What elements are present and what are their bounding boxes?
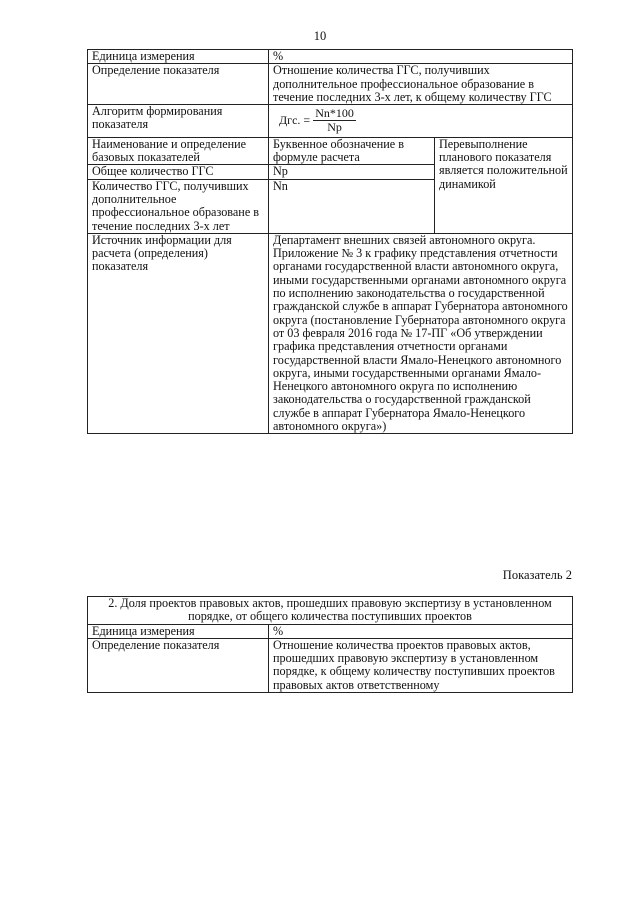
table-row bbox=[88, 50, 573, 64]
indicator-2-title: 2. Доля проектов правовых актов, прошедших правовую экспертизу в установленном порядке, от общего количества поступивших проектов bbox=[88, 597, 573, 625]
definition-value: Отношение количества проектов правовых актов, прошедших правовую экспертизу в установленном порядке, к общему количеству поступивших проектов правовых актов ответственному bbox=[269, 638, 573, 692]
base-indicator-symbol: Nn bbox=[269, 179, 435, 233]
table-row bbox=[88, 137, 573, 165]
unit-value: % bbox=[269, 50, 573, 64]
formula bbox=[273, 105, 568, 137]
page-number: 10 bbox=[313, 29, 327, 43]
formula-cell bbox=[269, 105, 573, 138]
unit-value: % bbox=[269, 624, 573, 638]
table-row bbox=[88, 638, 573, 692]
source-value: Департамент внешних связей автономного округа. Приложение № 3 к графику представления отчетности органами государственной власти автономного округа, иными государственными органами автономного округа по исполнению законодательства о государственной гражданской службе в аппарат Губернатора автономного округа (постановление Губернатора автономного округа от 03 февраля 2016 года № 17-ПГ «Об утверждении графика представления отчетности органами государственной власти Ямало-Ненецкого автономного округа, иными государственными органами Ямало-Ненецкого автономного округа по исполнению законодательства о государственной гражданской службе в аппарат Губернатора Ямало-Ненецкого автономного округа») bbox=[269, 233, 573, 433]
formula-denominator: Np bbox=[327, 120, 342, 135]
base-indicator-name: Количество ГГС, получивших дополнительное профессиональное образоване в течение последних 3-х лет bbox=[88, 179, 269, 233]
unit-label: Единица измерения bbox=[88, 624, 269, 638]
table-row bbox=[88, 64, 573, 105]
formula-lhs: Дгс. = bbox=[279, 113, 311, 128]
unit-label: Единица измерения bbox=[88, 50, 269, 64]
table-row bbox=[88, 233, 573, 433]
formula-numerator: Nn*100 bbox=[315, 106, 354, 121]
header-name: Наименование и определение базовых показателей bbox=[88, 137, 269, 165]
definition-value: Отношение количества ГГС, получивших дополнительное профессиональное образование в течение последних 3-х лет, к общему количеству ГГС bbox=[269, 64, 573, 105]
table-row bbox=[88, 105, 573, 138]
formula-fraction bbox=[313, 107, 356, 135]
base-indicator-symbol: Np bbox=[269, 165, 435, 179]
source-label: Источник информации для расчета (определения) показателя bbox=[88, 233, 269, 433]
table-row bbox=[88, 624, 573, 638]
base-indicator-name: Общее количество ГГС bbox=[88, 165, 269, 179]
definition-label: Определение показателя bbox=[88, 638, 269, 692]
definition-label: Определение показателя bbox=[88, 64, 269, 105]
indicator-1-table bbox=[87, 49, 573, 434]
header-symbol: Буквенное обозначение в формуле расчета bbox=[269, 137, 435, 165]
indicator-2-table bbox=[87, 596, 573, 693]
indicator-2-caption: Показатель 2 bbox=[502, 568, 572, 582]
table-row bbox=[88, 597, 573, 625]
algorithm-label: Алгоритм формирования показателя bbox=[88, 105, 269, 138]
dynamics-note: Перевыполнение планового показателя является положительной динамикой bbox=[435, 137, 573, 233]
